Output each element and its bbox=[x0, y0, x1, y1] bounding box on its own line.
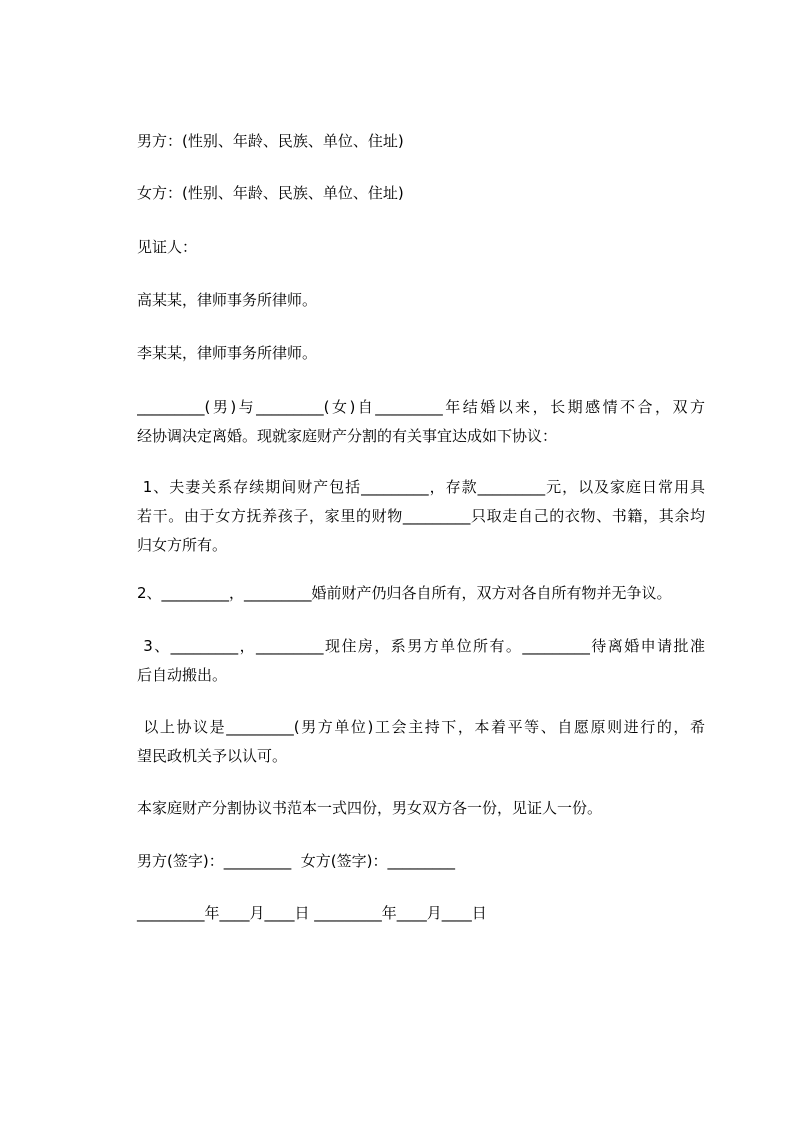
copies-line: 本家庭财产分割协议书范本一式四份，男女双方各一份，见证人一份。 bbox=[137, 799, 603, 817]
date-line: _________年____月____日 _________年____月____日 bbox=[137, 904, 487, 922]
intro-paragraph bbox=[137, 393, 705, 451]
woman-info-line: 女方：(性别、年龄、民族、单位、住址) bbox=[137, 184, 404, 202]
conclusion-line-2: 望民政机关予以认可。 bbox=[137, 747, 288, 765]
clause-1-line-1: 1、夫妻关系存续期间财产包括_________，存款_________元，以及家庭日常用具 bbox=[137, 478, 705, 496]
clause-3-paragraph bbox=[137, 632, 705, 690]
intro-line-1: _________(男)与_________(女)自_________年结婚以来，长期感情不合，双方 bbox=[137, 398, 705, 416]
witness-label: 见证人： bbox=[137, 238, 198, 256]
witness-2-line: 李某某，律师事务所律师。 bbox=[137, 344, 318, 362]
clause-3-line-2: 后自动搬出。 bbox=[137, 666, 228, 684]
intro-line-2: 经协调决定离婚。现就家庭财产分割的有关事宜达成如下协议： bbox=[137, 427, 558, 445]
man-info-line: 男方：(性别、年龄、民族、单位、住址) bbox=[137, 132, 404, 150]
clause-3-line-1: 3、_________，_________现住房，系男方单位所有。_________待离婚申请批准 bbox=[137, 637, 705, 655]
clause-1-line-2: 若干。由于女方抚养孩子，家里的财物_________只取走自己的衣物、书籍，其余均 bbox=[137, 507, 705, 525]
clause-2-line: 2、_________，_________婚前财产仍归各自所有，双方对各自所有物并无争议。 bbox=[137, 584, 672, 602]
conclusion-line-1: 以上协议是_________(男方单位)工会主持下，本着平等、自愿原则进行的，希 bbox=[137, 718, 705, 736]
clause-1-paragraph bbox=[137, 473, 705, 560]
clause-1-line-3: 归女方所有。 bbox=[137, 536, 228, 554]
witness-1-line: 高某某，律师事务所律师。 bbox=[137, 291, 318, 309]
signature-line: 男方(签字)：_________ 女方(签字)：_________ bbox=[137, 852, 455, 870]
conclusion-paragraph bbox=[137, 713, 705, 771]
